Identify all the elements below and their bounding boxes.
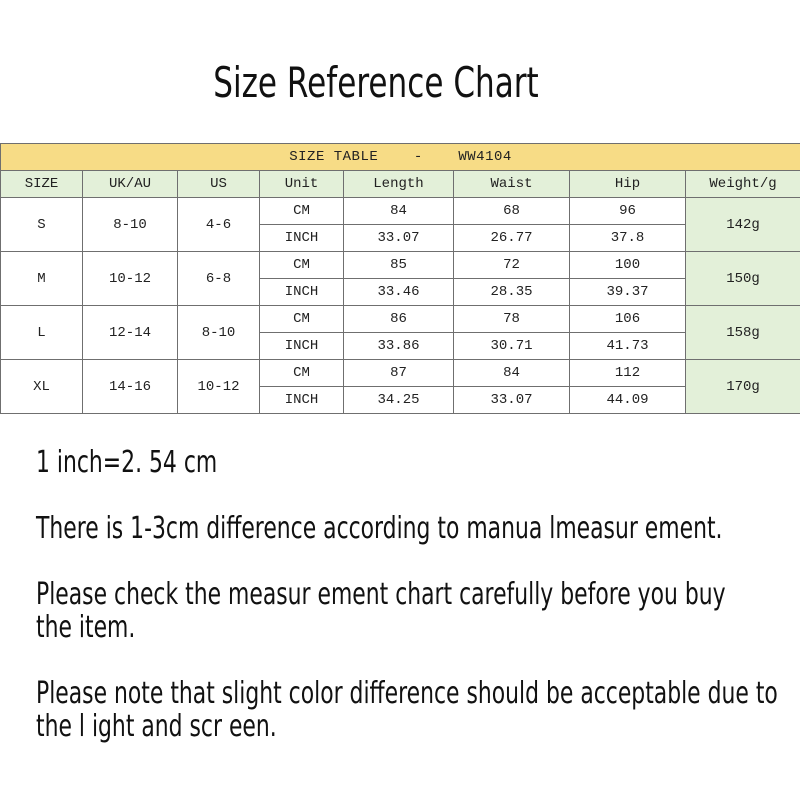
length-cell: 85 [344,252,454,279]
hip-cell: 106 [570,306,686,333]
waist-cell: 72 [454,252,570,279]
uk-au-cell: 12-14 [83,306,178,360]
unit-cell: CM [260,252,344,279]
header-weight: Weight/g [686,171,800,198]
waist-cell: 33.07 [454,387,570,414]
us-cell: 8-10 [178,306,260,360]
length-cell: 33.86 [344,333,454,360]
table-row [1,306,800,333]
hip-cell: 37.8 [570,225,686,252]
header-unit: Unit [260,171,344,198]
waist-cell: 30.71 [454,333,570,360]
length-cell: 33.07 [344,225,454,252]
table-row [1,198,800,225]
waist-cell: 78 [454,306,570,333]
size-cell: M [1,252,83,306]
unit-cell: CM [260,360,344,387]
table-row [1,252,800,279]
table-caption-row [1,144,800,171]
us-cell: 6-8 [178,252,260,306]
weight-cell: 142g [686,198,800,252]
header-uk-au: UK/AU [83,171,178,198]
hip-cell: 100 [570,252,686,279]
length-cell: 87 [344,360,454,387]
waist-cell: 26.77 [454,225,570,252]
length-cell: 84 [344,198,454,225]
size-table [0,143,800,414]
header-size: SIZE [1,171,83,198]
uk-au-cell: 8-10 [83,198,178,252]
us-cell: 4-6 [178,198,260,252]
note-check-chart: Please check the measur ement chart carefully before you buy the item. [36,577,726,645]
header-hip: Hip [570,171,686,198]
note-inch-conversion: 1 inch=2. 54 cm [36,445,218,480]
weight-cell: 150g [686,252,800,306]
waist-cell: 84 [454,360,570,387]
length-cell: 33.46 [344,279,454,306]
hip-cell: 96 [570,198,686,225]
waist-cell: 68 [454,198,570,225]
unit-cell: INCH [260,279,344,306]
unit-cell: INCH [260,387,344,414]
header-length: Length [344,171,454,198]
hip-cell: 44.09 [570,387,686,414]
uk-au-cell: 10-12 [83,252,178,306]
weight-cell: 158g [686,306,800,360]
unit-cell: INCH [260,225,344,252]
size-cell: S [1,198,83,252]
waist-cell: 28.35 [454,279,570,306]
table-caption: SIZE TABLE - WW4104 [1,144,800,171]
length-cell: 34.25 [344,387,454,414]
note-color-difference: Please note that slight color difference should be acceptable due to the l ight and scr een. [36,676,778,744]
header-waist: Waist [454,171,570,198]
unit-cell: INCH [260,333,344,360]
size-cell: L [1,306,83,360]
page-title: Size Reference Chart [213,58,539,107]
table-header-row [1,171,800,198]
size-cell: XL [1,360,83,414]
weight-cell: 170g [686,360,800,414]
hip-cell: 112 [570,360,686,387]
length-cell: 86 [344,306,454,333]
uk-au-cell: 14-16 [83,360,178,414]
unit-cell: CM [260,198,344,225]
table-row [1,360,800,387]
note-measurement-difference: There is 1-3cm difference according to manua lmeasur ement. [36,511,723,546]
hip-cell: 41.73 [570,333,686,360]
hip-cell: 39.37 [570,279,686,306]
header-us: US [178,171,260,198]
us-cell: 10-12 [178,360,260,414]
unit-cell: CM [260,306,344,333]
